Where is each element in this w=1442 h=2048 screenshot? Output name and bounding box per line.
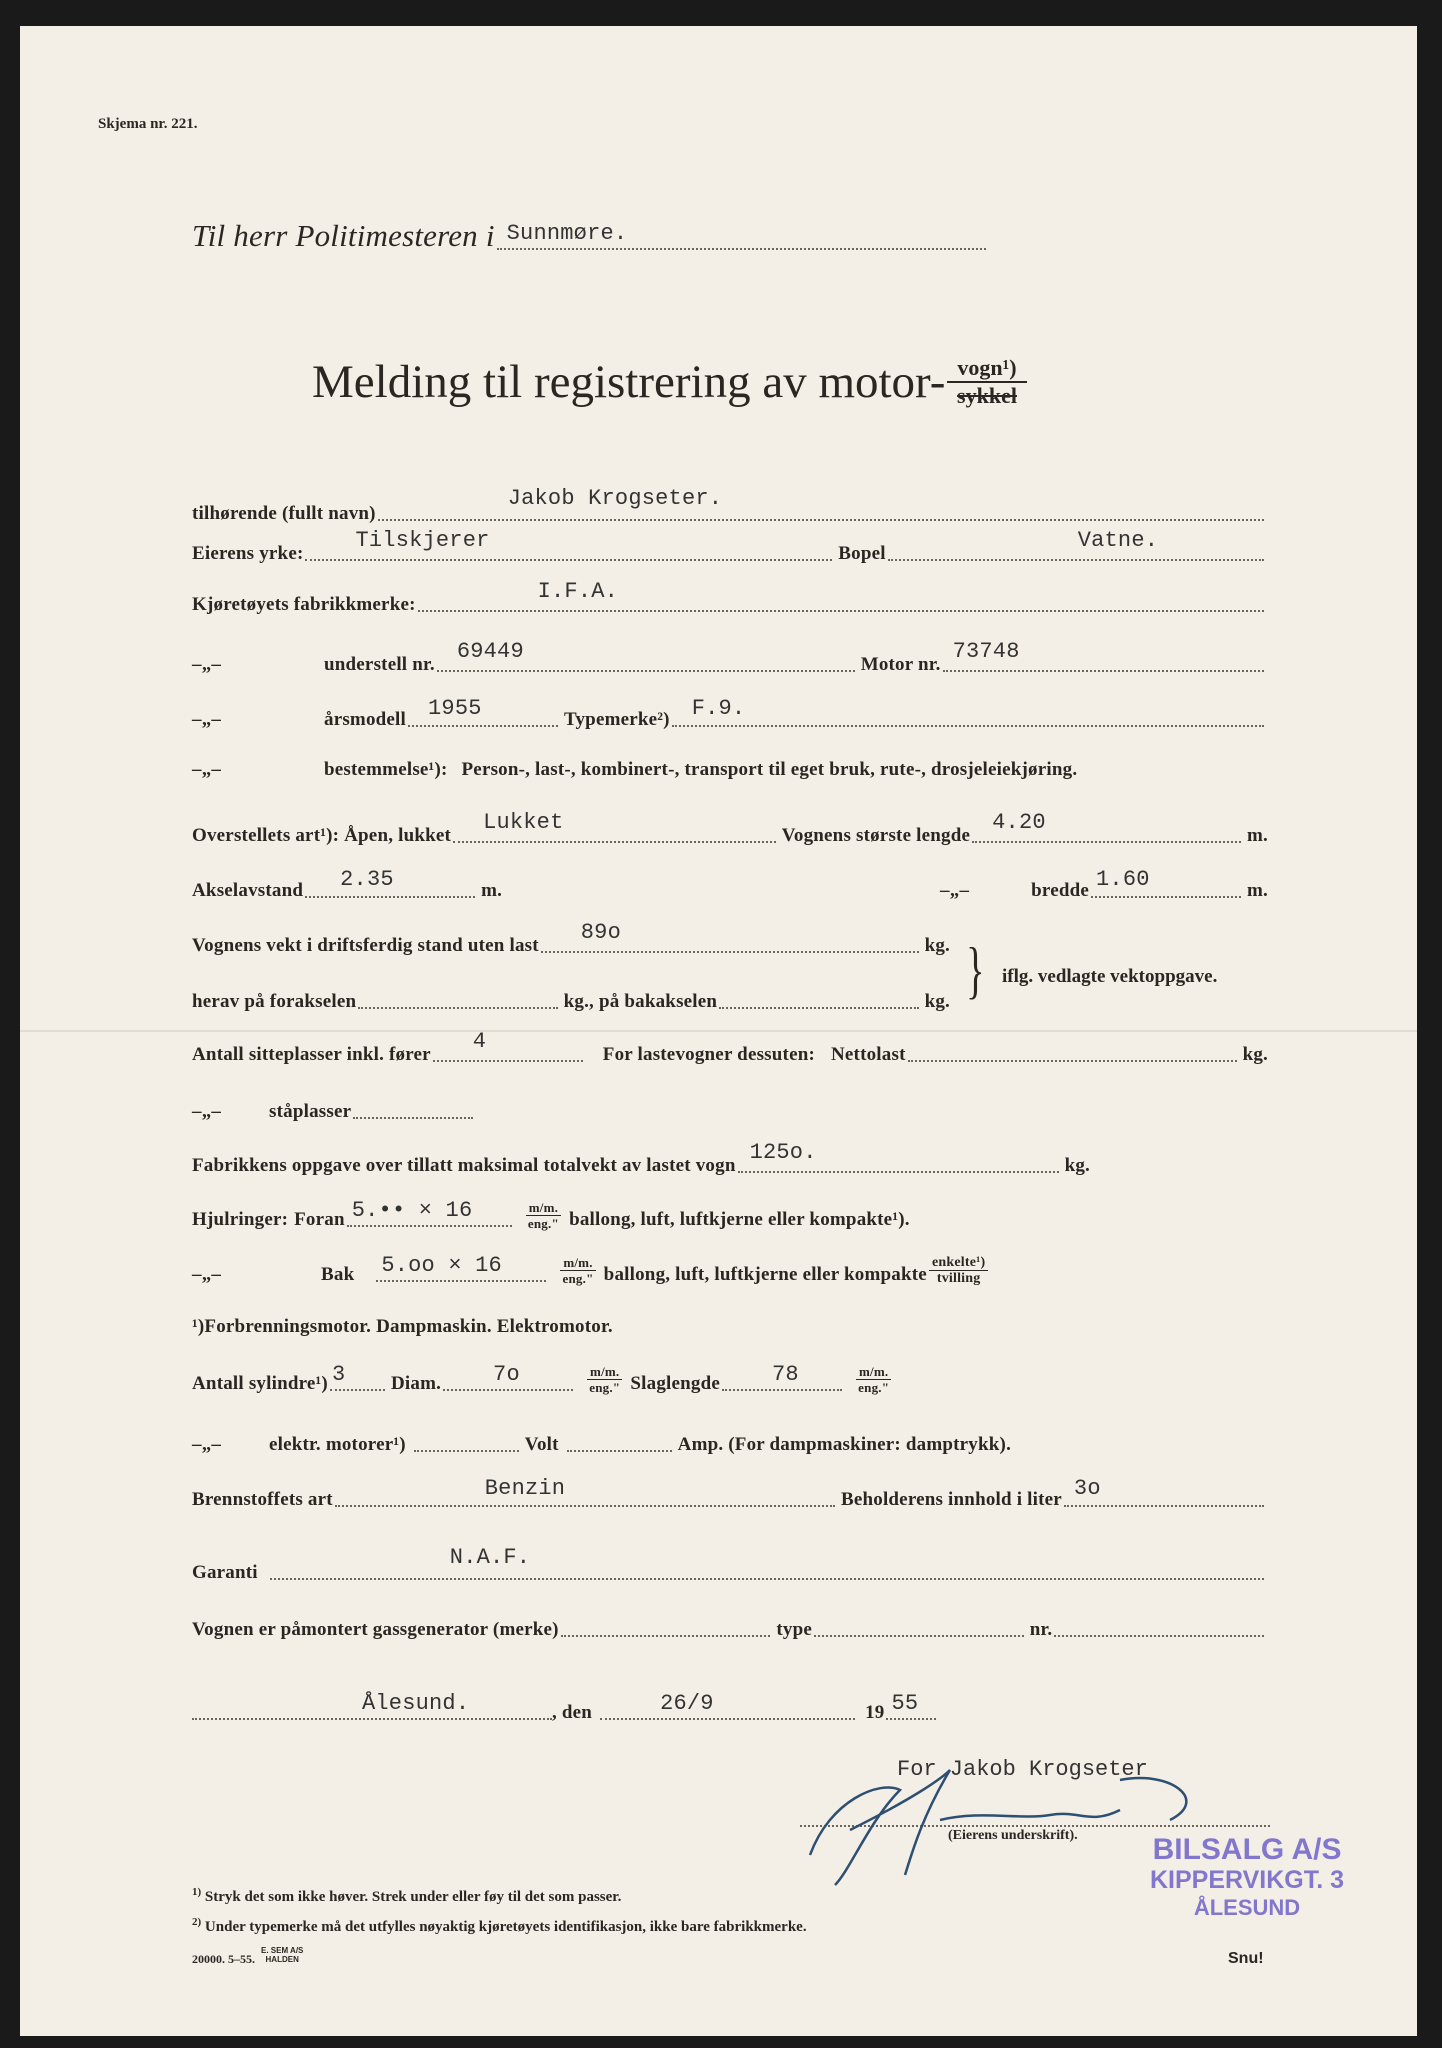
eng-unit: eng." [858,1380,890,1395]
fuel-label: Brennstoffets art [192,1489,333,1510]
year-value: 55 [891,1691,919,1716]
cylinders-value: 3 [331,1362,346,1387]
standing-row [192,1093,1270,1123]
fuel-row [192,1476,1270,1511]
seats-row [192,1029,1270,1066]
length-label: Vognens største lengde [781,825,971,846]
mm-unit: m/m. [856,1364,891,1380]
footnote-1: Stryk det som ikke høver. Strek under eller føy til det som passer. [204,1889,622,1905]
occupation-value: Tilskjerer [355,528,490,553]
century-label: 19 [865,1702,885,1723]
wheelbase-value: 2.35 [340,867,394,892]
standing-label: ståplasser [269,1101,352,1122]
motor-value: 73748 [952,639,1020,664]
twin-label: tvilling [936,1271,981,1286]
stamp-line: ÅLESUND [1193,1895,1301,1920]
owner-field[interactable] [378,486,1264,521]
standing-field[interactable] [353,1093,473,1119]
eng-unit: eng." [527,1216,559,1231]
place-field[interactable] [192,1691,552,1720]
cylinders-row [192,1364,992,1395]
width-label: bredde [1031,880,1090,901]
ditto-mark: –„– [192,709,222,730]
tank-value: 3o [1073,1476,1101,1501]
wheelbase-field[interactable] [305,867,475,898]
ditto-mark: –„– [192,759,222,780]
den-label: , den [552,1702,593,1723]
gas-type-field[interactable] [814,1611,1024,1637]
gas-generator-row [192,1611,1270,1641]
ditto-mark: –„– [192,1264,222,1285]
seats-value: 4 [472,1029,487,1054]
type-value: F.9. [691,696,746,721]
unit-m: m. [481,880,503,901]
residence-field[interactable] [888,528,1264,561]
purpose-options: Person-, last-, kombinert-, transport til eget bruk, rute-, drosjeleiekjøring. [461,759,1078,780]
title-main: Melding til registrering av motor- [312,356,946,408]
stamp-line: BILSALG A/S [1152,1833,1342,1866]
owner-value: Jakob Krogseter. [507,486,723,511]
body-row [192,810,1270,847]
electric-field[interactable] [414,1426,519,1452]
footnote-mark: 1) [192,1886,202,1898]
guarantee-label: Garanti [192,1562,258,1583]
gas-nr-label: nr. [1029,1619,1053,1640]
guarantee-field[interactable] [270,1545,1264,1580]
front-tire-label: Foran [294,1209,345,1230]
footnote-2: Under typemerke må det utfylles nøyaktig kjøretøyets identifikasjon, ikke bare fabrikkmerke. [204,1919,807,1935]
unit-fraction [856,1364,891,1395]
volt-label: Volt [524,1434,559,1455]
unit-kg: kg. [924,991,951,1012]
occupation-label: Eierens yrke: [192,543,304,564]
unit-fraction [560,1255,595,1286]
weight-value: 89o [580,920,621,945]
engine-type-row [192,1316,1270,1338]
cylinders-field[interactable] [330,1362,385,1391]
ditto-mark: –„– [192,654,222,675]
single-twin-fraction [929,1255,988,1286]
place-date-row [192,1691,952,1724]
gas-generator-field[interactable] [561,1611,771,1637]
weight-note: iflg. vedlagte vektoppgave. [1002,966,1218,987]
chassis-field[interactable] [437,639,855,672]
mm-unit: m/m. [560,1255,595,1271]
seats-label: Antall sitteplasser inkl. fører [192,1044,431,1065]
stroke-label: Slaglengde [630,1373,720,1394]
chassis-value: 69449 [456,639,524,664]
addressee-label: Til herr Politimesteren i [192,218,495,253]
chassis-row [192,639,1270,676]
weight-field[interactable] [541,920,919,953]
length-field[interactable] [972,810,1241,843]
make-label: Kjøretøyets fabrikkmerke: [192,594,416,615]
ditto-mark: –„– [192,1101,222,1122]
purpose-label: bestemmelse¹): [324,759,448,780]
title-sykkel-struck: sykkel [957,383,1017,408]
width-value: 1.60 [1096,867,1150,892]
body-value: Lukket [483,810,564,835]
seats-field[interactable] [433,1029,583,1062]
turn-over-note: Snu! [1228,1950,1264,1967]
residence-label: Bopel [838,543,886,564]
date-field[interactable] [600,1691,855,1720]
tank-label: Beholderens innhold i liter [840,1489,1062,1510]
electric-label: elektr. motorer¹) [269,1434,406,1455]
stroke-value: 78 [772,1362,799,1387]
addressee-value: Sunnmøre. [506,221,628,246]
eng-unit: eng." [562,1271,594,1286]
net-load-field[interactable] [908,1036,1237,1062]
make-field[interactable] [418,579,1264,612]
model-year-row [192,696,1270,731]
owner-label: tilhørende (fullt navn) [192,503,376,524]
amp-label: Amp. (For dampmaskiner: damptrykk). [677,1434,1012,1455]
purpose-row [192,759,1270,781]
motor-label: Motor nr. [860,654,941,675]
unit-fraction [587,1364,622,1395]
gas-generator-label: Vognen er påmontert gassgenerator (merke) [192,1619,559,1640]
tires-label: Hjulringer: [192,1209,289,1230]
make-row [192,579,1270,616]
wheelbase-row [192,867,1270,902]
print-run: 20000. 5–55. [192,1952,255,1966]
fold-line [20,1030,1417,1032]
body-label: Overstellets art¹): Åpen, lukket [192,825,452,846]
signature-for-text: For Jakob Krogseter [897,1757,1148,1782]
front-tire-field[interactable] [347,1198,512,1227]
rear-tire-field[interactable] [376,1253,546,1282]
max-weight-value: 125o. [749,1140,817,1165]
motor-field[interactable] [943,639,1264,672]
ditto-mark: –„– [192,1434,222,1455]
signature-caption: (Eierens underskrift). [948,1828,1078,1843]
addressee-row [192,218,992,254]
front-axle-field[interactable] [358,983,557,1009]
weight-row [192,920,952,957]
owner-row [192,486,1270,525]
model-year-value: 1955 [428,696,482,721]
electric-row [192,1426,1270,1456]
front-tire-value: 5.•• × 16 [351,1198,473,1223]
gas-type-label: type [776,1619,812,1640]
diam-field[interactable] [443,1362,573,1391]
form-number: Skjema nr. 221. [98,116,198,132]
residence-value: Vatne. [1077,528,1159,553]
rear-tire-row [192,1255,1270,1286]
length-value: 4.20 [992,810,1046,835]
fuel-field[interactable] [335,1476,835,1507]
unit-fraction [526,1200,561,1231]
single-label: enkelte¹) [929,1255,988,1271]
type-label: Typemerke²) [564,709,670,730]
unit-kg: kg. [924,935,950,956]
max-weight-row [192,1140,1092,1177]
chassis-label: understell nr. [324,654,435,675]
printer-info [192,1946,303,1967]
addressee-field[interactable] [497,221,986,250]
handwritten-signature [790,1760,1220,1890]
rear-axle-field[interactable] [719,983,918,1009]
gas-nr-field[interactable] [1054,1611,1264,1637]
unit-kg: kg. [1242,1044,1268,1065]
guarantee-value: N.A.F. [449,1545,531,1570]
cylinders-label: Antall sylindre¹) [192,1373,328,1394]
occupation-field[interactable] [305,528,832,561]
place-value: Ålesund. [362,1691,470,1716]
printer-city: HALDEN [265,1955,299,1964]
width-field[interactable] [1091,867,1241,898]
fuel-value: Benzin [484,1476,566,1501]
cargo-label: For lastevogner dessuten: [602,1044,815,1065]
unit-m: m. [1247,825,1268,846]
make-value: I.F.A. [537,579,619,604]
unit-kg: kg. [1064,1155,1090,1176]
mm-unit: m/m. [587,1364,622,1380]
eng-unit: eng." [589,1380,621,1395]
axle-weight-row [192,983,952,1013]
weight-label: Vognens vekt i driftsferdig stand uten last [192,935,539,956]
engine-type-options: ¹)Forbrenningsmotor. Dampmaskin. Elektromotor. [192,1316,613,1337]
unit-m: m. [1247,880,1268,901]
guarantee-row [192,1545,1270,1584]
title-vogn: vogn¹) [947,355,1026,383]
body-field[interactable] [453,810,776,843]
volt-field[interactable] [567,1426,672,1452]
front-tire-types: ballong, luft, luftkjerne eller kompakte¹). [569,1209,910,1230]
occupation-row [192,528,1270,565]
front-tire-row [192,1200,1270,1231]
model-year-field[interactable] [408,696,558,727]
type-field[interactable] [672,696,1264,727]
stroke-field[interactable] [722,1362,842,1391]
footnotes [192,1880,807,1940]
tank-field[interactable] [1064,1476,1264,1507]
footnote-mark: 2) [192,1916,202,1928]
rear-tire-types: ballong, luft, luftkjerne eller kompakte [603,1264,927,1285]
net-load-label: Nettolast [831,1044,906,1065]
rear-tire-label: Bak [321,1264,355,1285]
date-value: 26/9 [660,1691,714,1716]
form-title [312,355,1027,409]
rear-tire-value: 5.oo × 16 [381,1253,502,1278]
max-weight-label: Fabrikkens oppgave over tillatt maksimal totalvekt av lastet vogn [192,1155,736,1176]
model-year-label: årsmodell [324,709,407,730]
ditto-mark: –„– [940,880,970,901]
rear-axle-label: kg., på bakakselen [563,991,718,1012]
brace: } [966,934,985,1005]
wheelbase-label: Akselavstand [192,880,304,901]
year-field[interactable] [886,1691,936,1720]
stamp-line: KIPPERVIKGT. 3 [1150,1866,1345,1894]
printer-name: E. SEM A/S [261,1946,304,1955]
max-weight-field[interactable] [738,1140,1059,1173]
front-axle-label: herav på forakselen [192,991,357,1012]
diam-label: Diam. [390,1373,442,1394]
mm-unit: m/m. [526,1200,561,1216]
diam-value: 7o [493,1362,520,1387]
